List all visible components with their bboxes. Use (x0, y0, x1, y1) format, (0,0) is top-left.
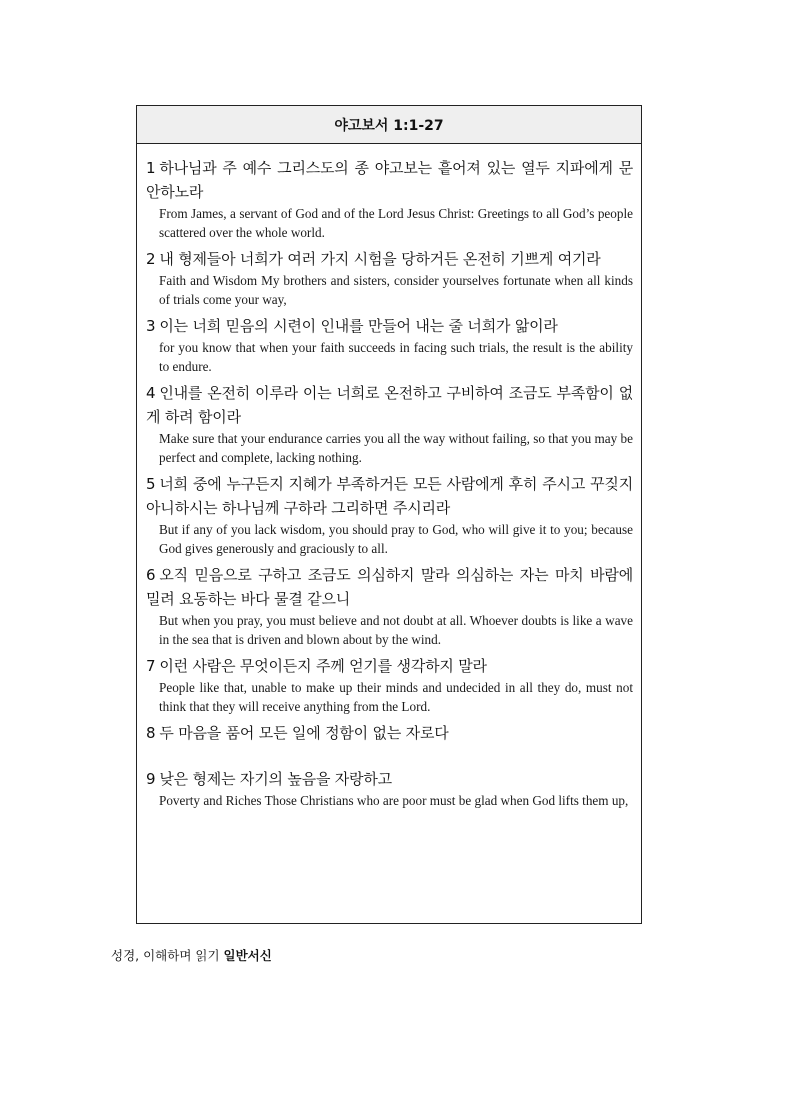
verse-9 (146, 767, 633, 810)
verse-english: Make sure that your endurance carries you all the way without failing, so that you may be perfect and complete, lacking nothing. (159, 431, 633, 465)
verse-english: People like that, unable to make up their minds and undecided in all they do, must not think that they will receive anything from the Lord. (159, 680, 633, 714)
verse-korean: 오직 믿음으로 구하고 조금도 의심하지 말라 의심하는 자는 마치 바람에 밀려 요동하는 바다 물결 같으니 (146, 566, 633, 608)
verse-english: for you know that when your faith succeeds in facing such trials, the result is the ability to endure. (159, 340, 633, 374)
verse-english: Faith and Wisdom My brothers and sisters, consider yourselves fortunate when all kinds of trials come your way, (159, 273, 633, 307)
verse-english: From James, a servant of God and of the Lord Jesus Christ: Greetings to all God’s people scattered over the whole world. (159, 206, 633, 240)
verse-korean: 너희 중에 누구든지 지혜가 부족하거든 모든 사람에게 후히 주시고 꾸짖지 아니하시는 하나님께 구하라 그리하면 주시리라 (146, 475, 633, 517)
scripture-box (136, 105, 642, 924)
verse-number: 6 (146, 566, 156, 584)
verse-7 (146, 654, 633, 716)
verse-number: 8 (146, 724, 156, 742)
passage-title: 야고보서 1:1-27 (137, 106, 641, 144)
verse-korean: 인내를 온전히 이루라 이는 너희로 온전하고 구비하여 조금도 부족함이 없게 하려 함이라 (146, 384, 633, 426)
verse-korean: 하나님과 주 예수 그리스도의 종 야고보는 흩어져 있는 열두 지파에게 문안하노라 (146, 159, 633, 201)
verse-4 (146, 381, 633, 467)
verse-korean: 두 마음을 품어 모든 일에 정함이 없는 자로다 (159, 724, 449, 742)
verse-english: Poverty and Riches Those Christians who are poor must be glad when God lifts them up, (159, 793, 629, 808)
verse-8 (146, 721, 633, 745)
verse-6 (146, 563, 633, 649)
verse-5 (146, 472, 633, 558)
verse-korean: 이런 사람은 무엇이든지 주께 얻기를 생각하지 말라 (159, 657, 487, 675)
verse-number: 2 (146, 250, 156, 268)
verse-number: 1 (146, 159, 156, 177)
verse-number: 3 (146, 317, 156, 335)
verse-3 (146, 314, 633, 376)
verse-number: 7 (146, 657, 156, 675)
verse-korean: 내 형제들아 너희가 여러 가지 시험을 당하거든 온전히 기쁘게 여기라 (159, 250, 601, 268)
book-source-caption (111, 946, 272, 964)
verse-number: 4 (146, 384, 156, 402)
verse-2 (146, 247, 633, 309)
verse-number: 5 (146, 475, 156, 493)
source-section: 일반서신 (223, 948, 272, 963)
source-text: 성경, 이해하며 읽기 (111, 948, 224, 963)
verse-number: 9 (146, 770, 156, 788)
verse-english: But when you pray, you must believe and not doubt at all. Whoever doubts is like a wave in the sea that is driven and blown about by the wind. (159, 613, 633, 647)
verse-english: But if any of you lack wisdom, you should pray to God, who will give it to you; because God gives generously and graciously to all. (159, 522, 633, 556)
verse-1 (146, 156, 633, 242)
verse-list (137, 144, 641, 810)
verse-korean: 낮은 형제는 자기의 높음을 자랑하고 (159, 770, 392, 788)
verse-korean: 이는 너희 믿음의 시련이 인내를 만들어 내는 줄 너희가 앎이라 (159, 317, 558, 335)
